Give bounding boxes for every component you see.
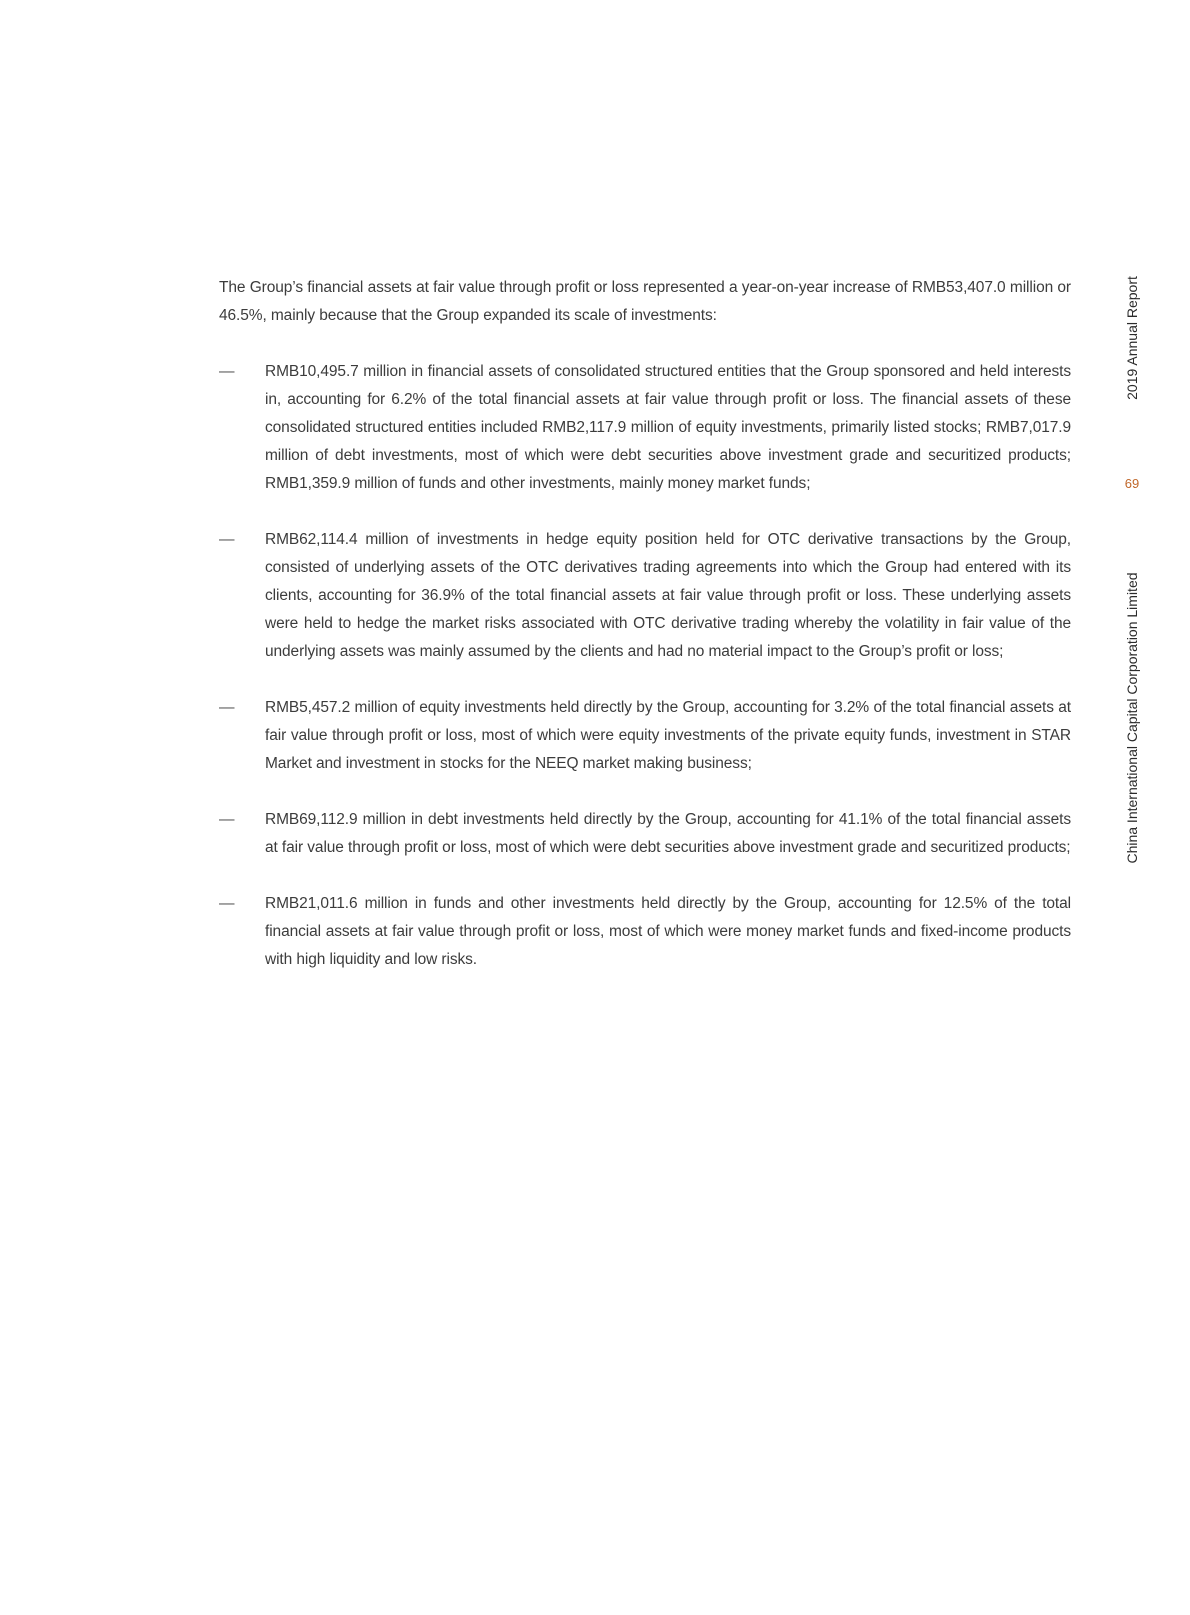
bullet-text: RMB5,457.2 million of equity investments held directly by the Group, accounting for 3.2% of the total financial assets at fair value through profit or loss, most of which were equity investments of the private equity funds, investment in STAR Market and investment in stocks for the NEEQ market making business;	[265, 699, 1071, 772]
list-item	[219, 806, 1071, 862]
list-item	[219, 526, 1071, 666]
list-item	[219, 694, 1071, 778]
bullet-text: RMB69,112.9 million in debt investments held directly by the Group, accounting for 41.1% of the total financial assets at fair value through profit or loss, most of which were debt securities above investment grade and securitized products;	[265, 811, 1071, 856]
page-number: 69	[1124, 476, 1140, 491]
company-name: China International Capital Corporation Limited	[1124, 572, 1140, 864]
bullet-dash: —	[219, 811, 235, 828]
report-title: 2019 Annual Report	[1124, 276, 1140, 400]
bullet-list	[219, 358, 1071, 974]
bullet-dash: —	[219, 699, 235, 716]
intro-paragraph: The Group’s financial assets at fair value through profit or loss represented a year-on-year increase of RMB53,407.0 million or 46.5%, mainly because that the Group expanded its scale of investments:	[219, 279, 1071, 324]
list-item	[219, 358, 1071, 498]
side-header	[1112, 268, 1152, 868]
bullet-text: RMB21,011.6 million in funds and other investments held directly by the Group, accounting for 12.5% of the total financial assets at fair value through profit or loss, most of which were money market funds and fixed-income products with high liquidity and low risks.	[265, 895, 1071, 968]
bullet-dash: —	[219, 531, 235, 548]
bullet-text: RMB62,114.4 million of investments in hedge equity position held for OTC derivative transactions by the Group, consisted of underlying assets of the OTC derivatives trading agreements into which the Group had entered with its clients, accounting for 36.9% of the total financial assets at fair value through profit or loss. These underlying assets were held to hedge the market risks associated with OTC derivative trading whereby the volatility in fair value of the underlying assets was mainly assumed by the clients and had no material impact to the Group’s profit or loss;	[265, 531, 1071, 660]
main-content	[219, 274, 1071, 1002]
bullet-dash: —	[219, 363, 235, 380]
list-item	[219, 890, 1071, 974]
bullet-dash: —	[219, 895, 235, 912]
bullet-text: RMB10,495.7 million in financial assets of consolidated structured entities that the Group sponsored and held interests in, accounting for 6.2% of the total financial assets at fair value through profit or loss. The financial assets of these consolidated structured entities included RMB2,117.9 million of equity investments, primarily listed stocks; RMB7,017.9 million of debt investments, most of which were debt securities above investment grade and securitized products; RMB1,359.9 million of funds and other investments, mainly money market funds;	[265, 363, 1071, 492]
